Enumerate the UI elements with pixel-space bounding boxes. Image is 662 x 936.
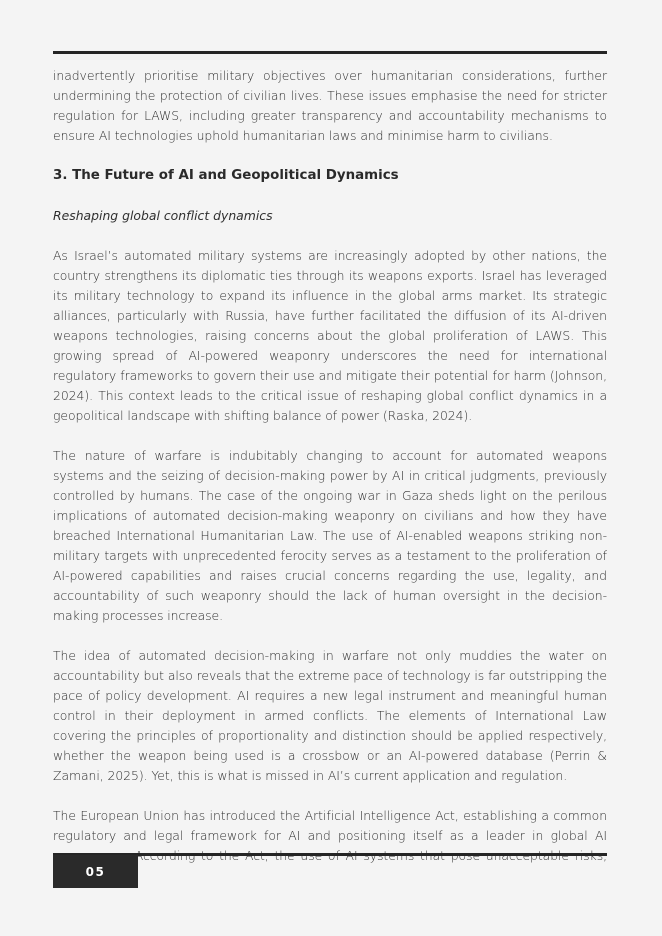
- body-paragraph-4: The European Union has introduced the Artificial Intelligence Act, establishing a common regulatory and legal framework for AI and positioning itself as a leader in global AI: [53, 808, 607, 843]
- body-paragraph-2: The nature of warfare is indubitably changing to account for automated weapons systems and the seizing of decision-making power by AI in critical judgments, previously controlled by humans. The case of the ongoing war in Gaza sheds light on the perilous implications of automated decision-making weaponry on civilians and how they have breached International Humanitarian Law. The use of AI-enabled weapons striking non-military targets with unprecedented ferocity serves as a testament to the proliferation of AI-powered capabilities and raises crucial concerns regarding the use, legality, and accountability of such weaponry should the lack of human oversight in the decision-making processes increase.: [53, 448, 607, 623]
- page-content: [53, 66, 607, 886]
- page-number: 05: [53, 855, 138, 888]
- top-divider: [53, 51, 607, 54]
- body-paragraph-3: The idea of automated decision-making in warfare not only muddies the water on accountability but also reveals that the extreme pace of technology is far outstripping the pace of policy development. AI requires a new legal instrument and meaningful human control in their deployment in armed conflicts. The elements of International Law covering the principles of proportionality and distinction should be applied respectively, whether the weapon being used is a crossbow or an AI-powered database (Perrin & Zamani, 2025). Yet, this is what is missed in AI’s current application and regulation.: [53, 648, 607, 783]
- subheading: Reshaping global conflict dynamics: [53, 208, 273, 223]
- body-paragraph-1: As Israel’s automated military systems are increasingly adopted by other nations, the country strengthens its diplomatic ties through its weapons exports. Israel has leveraged its military technology to expand its influence in the global arms market. Its strategic alliances, particularly with Russia, have further facilitated the diffusion of its AI-driven weapons technologies, raising concerns about the global proliferation of LAWS. This growing spread of AI-powered weaponry underscores the need for international regulatory frameworks to govern their use and mitigate their potential for harm (Johnson, 2024). This context leads to the critical issue of reshaping global conflict dynamics in a geopolitical landscape with shifting balance of power (Raska, 2024).: [53, 248, 607, 423]
- continuation-paragraph: inadvertently prioritise military objectives over humanitarian considerations, further undermining the protection of civilian lives. These issues emphasise the need for stricter regulation for LAWS, including greater transparency and accountability mechanisms to ensure AI technologies uphold humanitarian laws and minimise harm to civilians.: [53, 68, 607, 143]
- section-heading: 3. The Future of AI and Geopolitical Dynamics: [53, 168, 399, 183]
